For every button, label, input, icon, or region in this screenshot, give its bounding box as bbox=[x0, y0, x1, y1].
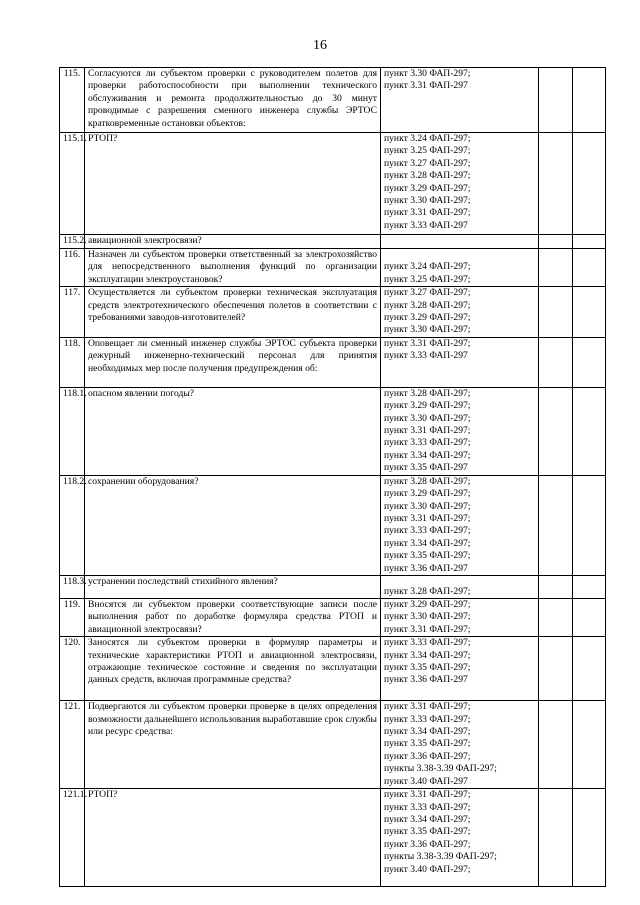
reference-line: пункт 3.34 ФАП-297; bbox=[384, 537, 471, 549]
answer-cell-no[interactable] bbox=[573, 68, 606, 133]
reference-line: пункт 3.36 ФАП-297 bbox=[384, 562, 468, 574]
answer-cell-yes[interactable] bbox=[539, 249, 573, 287]
answer-cell-no[interactable] bbox=[573, 575, 606, 598]
checklist-row bbox=[60, 287, 606, 338]
reference-line: пункт 3.31 ФАП-297; bbox=[384, 425, 471, 437]
item-references bbox=[381, 68, 539, 133]
item-question: Вносятся ли субъектом проверки соответствующие записи после выполнения работ по доработке формуляра средства РТОП и авиационной электросвязи? bbox=[85, 598, 381, 636]
item-question: Согласуются ли субъектом проверки с руководителем полетов для проверки работоспособности при выполнении технического обслуживания и ремонта продолжительностью до 30 минут проводимые с разрешения сменного инженера службы ЭРТОС кратковременные остановки объектов: bbox=[85, 68, 381, 133]
item-number: 118. bbox=[60, 337, 85, 387]
item-number: 115. bbox=[60, 68, 85, 133]
item-references bbox=[381, 575, 539, 598]
reference-line: пункт 3.30 ФАП-297; bbox=[384, 611, 471, 623]
reference-line: пункт 3.31 ФАП-297; bbox=[384, 789, 471, 801]
reference-line: пункт 3.35 ФАП-297; bbox=[384, 550, 471, 562]
reference-line: пункт 3.33 ФАП-297; bbox=[384, 525, 471, 537]
checklist-row bbox=[60, 789, 606, 887]
checklist-row bbox=[60, 575, 606, 598]
reference-line: пункт 3.29 ФАП-297; bbox=[384, 312, 471, 324]
item-question: Осуществляется ли субъектом проверки техническая эксплуатация средств электротехнического обеспечения полетов в соответствии с требованиями заводов-изготовителей? bbox=[85, 287, 381, 338]
reference-line: пункт 3.28 ФАП-297; bbox=[384, 170, 471, 182]
reference-line: пункт 3.33 ФАП-297 bbox=[384, 219, 468, 231]
reference-line: пункт 3.28 ФАП-297; bbox=[384, 475, 471, 487]
answer-cell-no[interactable] bbox=[573, 789, 606, 887]
reference-line: пункт 3.30 ФАП-297; bbox=[384, 412, 471, 424]
item-number: 118.2. bbox=[60, 475, 85, 575]
reference-line: пункт 3.34 ФАП-297; bbox=[384, 725, 471, 737]
reference-line: пункты 3.38-3.39 ФАП-297; bbox=[384, 851, 497, 863]
item-references bbox=[381, 475, 539, 575]
answer-cell-yes[interactable] bbox=[539, 701, 573, 789]
reference-line: пункт 3.29 ФАП-297; bbox=[384, 598, 471, 610]
checklist-table bbox=[59, 67, 606, 887]
reference-line: пункт 3.36 ФАП-297; bbox=[384, 750, 471, 762]
item-number: 115.1. bbox=[60, 133, 85, 235]
reference-line: пункт 3.36 ФАП-297; bbox=[384, 838, 471, 850]
answer-cell-yes[interactable] bbox=[539, 337, 573, 387]
checklist-row bbox=[60, 133, 606, 235]
checklist-row bbox=[60, 701, 606, 789]
answer-cell-no[interactable] bbox=[573, 637, 606, 701]
checklist-row bbox=[60, 387, 606, 475]
item-question: сохранении оборудования? bbox=[85, 475, 381, 575]
item-question: РТОП? bbox=[85, 789, 381, 887]
answer-cell-yes[interactable] bbox=[539, 387, 573, 475]
item-question: Оповещает ли сменный инженер службы ЭРТОС субъекта проверки дежурный инженерно-технический персонал для принятия необходимых мер после получения предупреждения об: bbox=[85, 337, 381, 387]
reference-line: пункт 3.31 ФАП-297 bbox=[384, 80, 468, 92]
answer-cell-no[interactable] bbox=[573, 235, 606, 249]
reference-line: пункт 3.28 ФАП-297; bbox=[384, 387, 471, 399]
item-number: 116. bbox=[60, 249, 85, 287]
reference-line: пункт 3.29 ФАП-297; bbox=[384, 182, 471, 194]
item-references bbox=[381, 789, 539, 887]
answer-cell-yes[interactable] bbox=[539, 789, 573, 887]
reference-line: пункт 3.30 ФАП-297; bbox=[384, 195, 471, 207]
reference-line: пункт 3.31 ФАП-297; bbox=[384, 207, 471, 219]
answer-cell-no[interactable] bbox=[573, 475, 606, 575]
item-number: 121.1. bbox=[60, 789, 85, 887]
item-number: 121. bbox=[60, 701, 85, 789]
reference-line: пункт 3.30 ФАП-297; bbox=[384, 324, 471, 336]
reference-line: пункт 3.31 ФАП-297; bbox=[384, 337, 471, 349]
reference-line: пункт 3.30 ФАП-297; bbox=[384, 68, 471, 79]
answer-cell-no[interactable] bbox=[573, 701, 606, 789]
item-question: РТОП? bbox=[85, 133, 381, 235]
item-number: 119. bbox=[60, 598, 85, 636]
answer-cell-yes[interactable] bbox=[539, 287, 573, 338]
answer-cell-no[interactable] bbox=[573, 598, 606, 636]
reference-line: пункт 3.29 ФАП-297; bbox=[384, 400, 471, 412]
answer-cell-yes[interactable] bbox=[539, 637, 573, 701]
reference-line: пункт 3.40 ФАП-297; bbox=[384, 863, 471, 875]
reference-line: пункт 3.24 ФАП-297; bbox=[384, 133, 471, 144]
checklist-row bbox=[60, 249, 606, 287]
item-references bbox=[381, 337, 539, 387]
reference-line: пункт 3.25 ФАП-297; bbox=[384, 273, 471, 285]
reference-line: пункт 3.34 ФАП-297; bbox=[384, 649, 471, 661]
answer-cell-no[interactable] bbox=[573, 337, 606, 387]
item-references bbox=[381, 249, 539, 287]
reference-line: пункт 3.31 ФАП-297; bbox=[384, 623, 471, 635]
answer-cell-yes[interactable] bbox=[539, 133, 573, 235]
item-number: 115.2. bbox=[60, 235, 85, 249]
answer-cell-yes[interactable] bbox=[539, 575, 573, 598]
reference-line: пункт 3.33 ФАП-297; bbox=[384, 713, 471, 725]
checklist-row bbox=[60, 637, 606, 701]
answer-cell-yes[interactable] bbox=[539, 598, 573, 636]
reference-line: пункт 3.33 ФАП-297 bbox=[384, 350, 468, 362]
item-question: опасном явлении погоды? bbox=[85, 387, 381, 475]
checklist-row bbox=[60, 68, 606, 133]
reference-line: пункт 3.35 ФАП-297; bbox=[384, 826, 471, 838]
answer-cell-yes[interactable] bbox=[539, 235, 573, 249]
reference-line: пункт 3.27 ФАП-297; bbox=[384, 157, 471, 169]
page-number: 16 bbox=[313, 38, 327, 53]
checklist-row bbox=[60, 235, 606, 249]
reference-line: пункт 3.24 ФАП-297; bbox=[384, 261, 471, 273]
reference-line: пункты 3.38-3.39 ФАП-297; bbox=[384, 763, 497, 775]
reference-line: пункт 3.28 ФАП-297; bbox=[384, 585, 471, 597]
answer-cell-yes[interactable] bbox=[539, 68, 573, 133]
reference-line: пункт 3.30 ФАП-297; bbox=[384, 500, 471, 512]
reference-line: пункт 3.33 ФАП-297; bbox=[384, 801, 471, 813]
reference-line: пункт 3.40 ФАП-297 bbox=[384, 775, 468, 787]
item-references bbox=[381, 701, 539, 789]
item-references bbox=[381, 387, 539, 475]
item-number: 120. bbox=[60, 637, 85, 701]
reference-line: пункт 3.35 ФАП-297; bbox=[384, 661, 471, 673]
item-references bbox=[381, 637, 539, 701]
item-question: Назначен ли субъектом проверки ответственный за электрохозяйство для непосредственного выполнения функций по организации эксплуатации электроустановок? bbox=[85, 249, 381, 287]
item-question: устранении последствий стихийного явления? bbox=[85, 575, 381, 598]
checklist-row bbox=[60, 337, 606, 387]
answer-cell-no[interactable] bbox=[573, 387, 606, 475]
item-references bbox=[381, 235, 539, 249]
item-number: 118.1. bbox=[60, 387, 85, 475]
reference-line: пункт 3.29 ФАП-297; bbox=[384, 488, 471, 500]
reference-line: пункт 3.31 ФАП-297; bbox=[384, 701, 471, 713]
reference-line: пункт 3.25 ФАП-297; bbox=[384, 145, 471, 157]
reference-line: пункт 3.33 ФАП-297; bbox=[384, 637, 471, 649]
item-number: 117. bbox=[60, 287, 85, 338]
checklist-row bbox=[60, 475, 606, 575]
item-question: Заносятся ли субъектом проверки в формуляр параметры и технические характеристики РТОП и авиационной электросвязи, отражающие техническое состояние и сведения по эксплуатации данных средств, включая программные средства? bbox=[85, 637, 381, 701]
reference-line: пункт 3.33 ФАП-297; bbox=[384, 437, 471, 449]
reference-line: пункт 3.35 ФАП-297 bbox=[384, 462, 468, 474]
reference-line: пункт 3.31 ФАП-297; bbox=[384, 512, 471, 524]
reference-line: пункт 3.28 ФАП-297; bbox=[384, 299, 471, 311]
reference-line: пункт 3.36 ФАП-297 bbox=[384, 674, 468, 686]
reference-line: пункт 3.34 ФАП-297; bbox=[384, 449, 471, 461]
reference-line: пункт 3.35 ФАП-297; bbox=[384, 738, 471, 750]
answer-cell-yes[interactable] bbox=[539, 475, 573, 575]
item-question: авиационной электросвязи? bbox=[85, 235, 381, 249]
answer-cell-no[interactable] bbox=[573, 133, 606, 235]
item-references bbox=[381, 598, 539, 636]
answer-cell-no[interactable] bbox=[573, 249, 606, 287]
item-references bbox=[381, 287, 539, 338]
reference-line: пункт 3.34 ФАП-297; bbox=[384, 813, 471, 825]
answer-cell-no[interactable] bbox=[573, 287, 606, 338]
checklist-row bbox=[60, 598, 606, 636]
reference-line: пункт 3.27 ФАП-297; bbox=[384, 287, 471, 299]
item-references bbox=[381, 133, 539, 235]
item-question: Подвергаются ли субъектом проверки проверке в целях определения возможности дальнейшего использования выработавшие срок службы или ресурс средства: bbox=[85, 701, 381, 789]
item-number: 118.3. bbox=[60, 575, 85, 598]
